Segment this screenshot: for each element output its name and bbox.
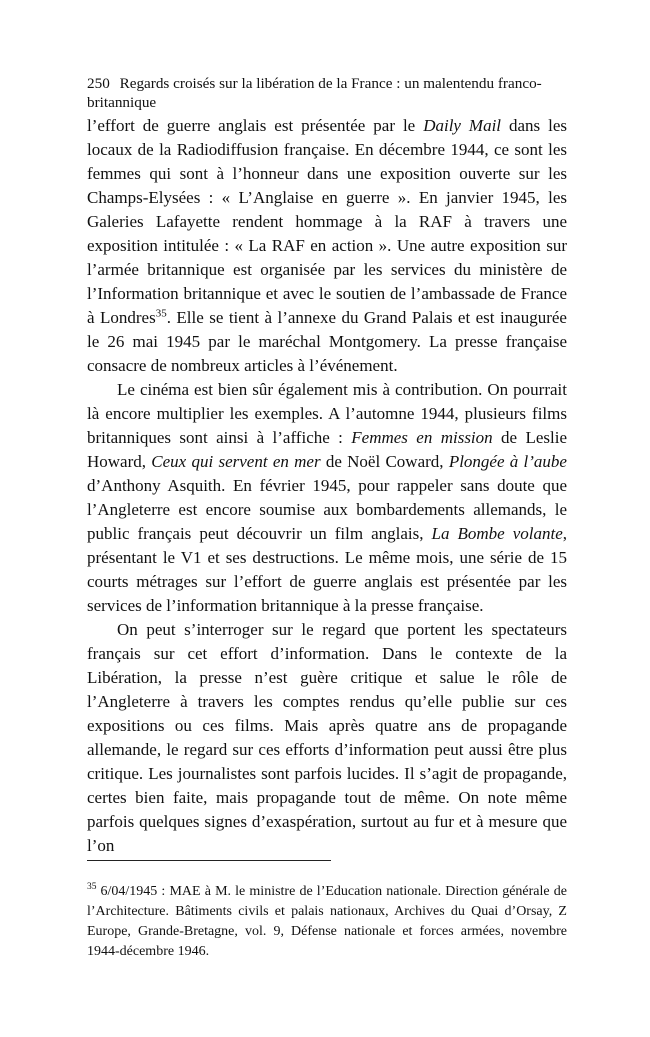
paragraph-2-text-c: de Noël Coward,: [320, 452, 449, 471]
paragraph-1-text-b: dans les locaux de la Radiodiffusion française. En décembre 1944, ce sont les femmes qui sont à l’honneur dans une exposition ouverte sur les Champs-Elysées : « L’Anglaise en guerre ». En janvier 1945, les Galeries Lafayette rendent hommage à la RAF à travers une exposition intitulée : « La RAF en action ». Une autre exposition sur l’armée britannique est organisée par les services du ministère de l’Information britannique et avec le soutien de l’ambassade de France à Londres: [87, 116, 568, 327]
running-header: [87, 74, 567, 112]
film-title-1: Femmes en mission: [351, 428, 493, 447]
paragraph-2-text-d: d’Anthony Asquith. En février 1945, pour rappeler sans doute que l’Angleterre est encore soumise aux bombardements allemands, le public français peut découvrir un film anglais,: [87, 476, 567, 543]
paragraph-1: [87, 114, 567, 378]
paragraph-1-text-c: . Elle se tient à l’annexe du Grand Palais et est inaugurée le 26 mai 1945 par le maréchal Montgomery. La presse française consacre de nombreux articles à l’événement.: [87, 308, 567, 375]
paragraph-2: [87, 378, 567, 618]
paragraph-2-text-b: de Leslie Howard,: [87, 428, 568, 471]
footnote: [87, 882, 567, 962]
paragraph-2-text-a: Le cinéma est bien sûr également mis à contribution. On pourrait là encore multiplier les exemples. A l’automne 1944, plusieurs films britanniques sont ainsi à l’affiche :: [87, 380, 567, 447]
paragraph-2-text-e: , présentant le V1 et ses destructions. Le même mois, une série de 15 courts métrages sur l’effort de guerre anglais est présentée par les services de l’information britannique à la presse française.: [87, 524, 567, 615]
footnote-divider: [87, 860, 331, 861]
running-title: Regards croisés sur la libération de la France : un malentendu franco-britannique: [87, 75, 542, 111]
footnote-reference[interactable]: 35: [155, 307, 167, 320]
film-title-4: La Bombe volante: [431, 524, 563, 543]
footnote-number: 35: [87, 882, 97, 893]
body-text: [87, 114, 567, 858]
newspaper-title: Daily Mail: [423, 116, 502, 135]
footnote-text: 6/04/1945 : MAE à M. le ministre de l’Education nationale. Direction générale de l’Architecture. Bâtiments civils et palais nationaux, Archives du Quai d’Orsay, Z Europe, Grande-Bretagne, vol. 9, Défense nationale et forces armées, novembre 1944-décembre 1946.: [87, 884, 567, 959]
paragraph-3: On peut s’interroger sur le regard que portent les spectateurs français sur cet effort d’information. Dans le contexte de la Libération, la presse n’est guère critique et salue le rôle de l’Angleterre à travers les comptes rendus qu’elle publie sur ces expositions ou ces films. Mais après quatre ans de propagande allemande, le regard sur ces efforts d’information peut aussi être plus critique. Les journalistes sont parfois lucides. Il s’agit de propagande, certes bien faite, mais propagande tout de même. On note même parfois quelques signes d’exaspération, surtout au fur et à mesure que l’on: [87, 620, 567, 855]
page-number: 250: [87, 75, 110, 92]
film-title-3: Plongée à l’aube: [448, 452, 567, 471]
paragraph-1-text-a: l’effort de guerre anglais est présentée par le: [87, 116, 424, 135]
film-title-2: Ceux qui servent en mer: [151, 452, 321, 471]
